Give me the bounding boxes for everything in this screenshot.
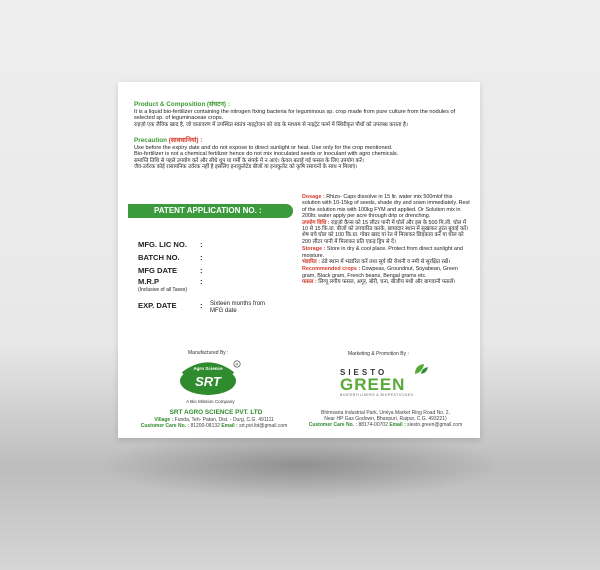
siesto-brand-sub: BIOFERTILISERS & BIOPESTICIDES: [340, 393, 414, 397]
composition-title: Product & Composition: [134, 101, 206, 108]
precaution-text-hi-1: समाप्ति तिथि से पहले उपयोग करें और सीधे धूप या गर्मी के संपर्क में न आएं। केवल बताई गई फसल के लिए उपयोग करें।: [134, 157, 364, 164]
storage-text-hi: ठंडे स्थान में भंडारित करें तथा सूर्य की रोशनी व नमी से सुरक्षित रखें।: [321, 259, 451, 266]
footer-section: [118, 350, 480, 438]
usage-instructions: [302, 194, 472, 286]
precaution-text-en-1: Use before the expiry date and do not expose to direct sunlight or heat. Use only for the crop mentioned.: [134, 144, 393, 151]
manufactured-by-heading: Manufactured By :: [188, 350, 229, 356]
precaution-text-en-2: Bio-fertilizer is not a chemical fertilizer hence do not mix inoculated seeds or inoculant with agro chemicals.: [134, 151, 399, 158]
product-sachet-back: [118, 82, 480, 438]
srt-address: Village : Funda, Teh- Patan, Dist. - Durg, C.G. 491111 Customer Care No. : 81200-08132 Email : srt.pvt.ltd@gmail.com: [140, 417, 288, 429]
composition-text-hi: राइज़ो एक जैविक खाद है, जो वातावरण में उपस्थित स्वतंत्र नाइट्रोजन को जड़ के माध्यम से नाइट्रेट फार्म में स्थिरीकृत पौधों को उपलब्ध कराता है।: [134, 121, 408, 128]
mfg-date-field: MFG DATE :: [138, 266, 203, 275]
mrp-subtext: (Inclusive of all Taxes): [138, 287, 188, 293]
precaution-text-hi-2: जैव-उर्वरक कोई रासायनिक उर्वरक नहीं है इसलिए इनाकुलेटेड बीजों या इनाकुलेंट को कृषि रसायनों के साथ न मिलाएं।: [134, 164, 358, 171]
dosage-section: [302, 194, 472, 245]
patent-banner: PATENT APPLICATION NO. :: [128, 204, 293, 218]
dosage-label-hi: उपयोग विधि :: [302, 219, 330, 226]
product-shadow: [95, 430, 505, 500]
crops-label-hi: फसल :: [302, 279, 317, 286]
composition-section: [134, 102, 470, 128]
mrp-field: M.R.P (Inclusive of all Taxes) :: [138, 277, 203, 293]
crops-label: Recommended crops :: [302, 266, 361, 273]
srt-company-name: SRT AGRO SCIENCE PVT. LTD: [169, 409, 263, 416]
srt-logo: [174, 359, 242, 399]
srt-logo-arc-text: Agro Science: [193, 366, 223, 371]
precaution-title-hi: (सावधानियां) :: [168, 137, 203, 144]
crops-text-en: Cowpeas, Groundnut, Soyabean, Green gram, Black gram, French beans, Bengal grams etc.: [302, 266, 458, 279]
storage-label-hi: भंडारित :: [302, 259, 321, 266]
srt-logo-text: SRT: [195, 374, 221, 389]
dosage-text-hi: राइज़ो कैप्स को 15 लीटर पानी में घोलें और इस के 500 मि.ली. घोल में 10 से 15 कि.ग्रा. बीजों को उपचारित करके, छायादार स्थान में सुखाकर तुरंत बुवाई करें। शेष बचे घोल को 100 कि.ग्रा. गोबर खाद या रेत में मिलाकर छिड़काव करें या घोल को 200 लीटर पानी में मिलाकर प्रति एकड़ ड्रिप से दें।: [302, 219, 469, 245]
exp-date-value: Sixteen months from MFG date: [210, 301, 266, 314]
precaution-section: [134, 138, 470, 170]
dosage-text-en: Rhizo- Caps dissolve in 15 ltr. water mix 500mlof this solution with 10-15kg of seeds, shade dry and sown immediately. Rest of the solution mix with 100kg FYM and applied. Or Solution mix in 200ltr. water apply per acre through drip or drenching.: [302, 194, 470, 220]
exp-date-field: EXP. DATE : Sixteen months from MFG date: [138, 299, 288, 323]
svg-text:R: R: [235, 361, 239, 367]
storage-text-en: Store in dry & cool place. Protect from direct sunlight and moisture.: [302, 246, 463, 259]
dosage-label: Dosage :: [302, 194, 325, 200]
marketer-address: Bhimsaria Industrial Park, Umiya Market Ring Road No. 2, Near HP Gas Godown, Bhanpuri, Raipur, C.G. 493221) Customer Care No. : 88174-00702 Email : siesto.green@gmail.com: [308, 410, 463, 428]
siesto-brand-1: SIESTO: [340, 368, 388, 377]
batch-info-fields: [138, 238, 288, 323]
crops-section: [302, 266, 472, 285]
composition-text-en: It is a liquid bio-fertilizer containing the nitrogen fixing bacteria for leguminous sp. crop made from pure culture from the nodules of selected sp. of leguminaceae crops.: [134, 108, 456, 122]
siesto-brand-2: GREEN: [340, 375, 406, 394]
batch-field: BATCH NO. :: [138, 253, 203, 262]
marketing-heading: Marketing & Promotion By :: [348, 351, 409, 357]
siesto-green-logo: [340, 368, 440, 397]
srt-tagline: A Bio Mission Company: [186, 399, 235, 404]
mfg-lic-field: MFG. LIC NO. :: [138, 240, 203, 249]
crops-text-hi: लिग्यू लगीय फसल, अगूर, बोरी, चना, बीजीय मंथी और बागवानी फसलें।: [318, 279, 456, 286]
storage-label: Storage :: [302, 246, 326, 253]
precaution-title: Precaution: [134, 137, 168, 144]
storage-section: [302, 246, 472, 265]
composition-title-hi: (संघटन) :: [206, 101, 230, 108]
